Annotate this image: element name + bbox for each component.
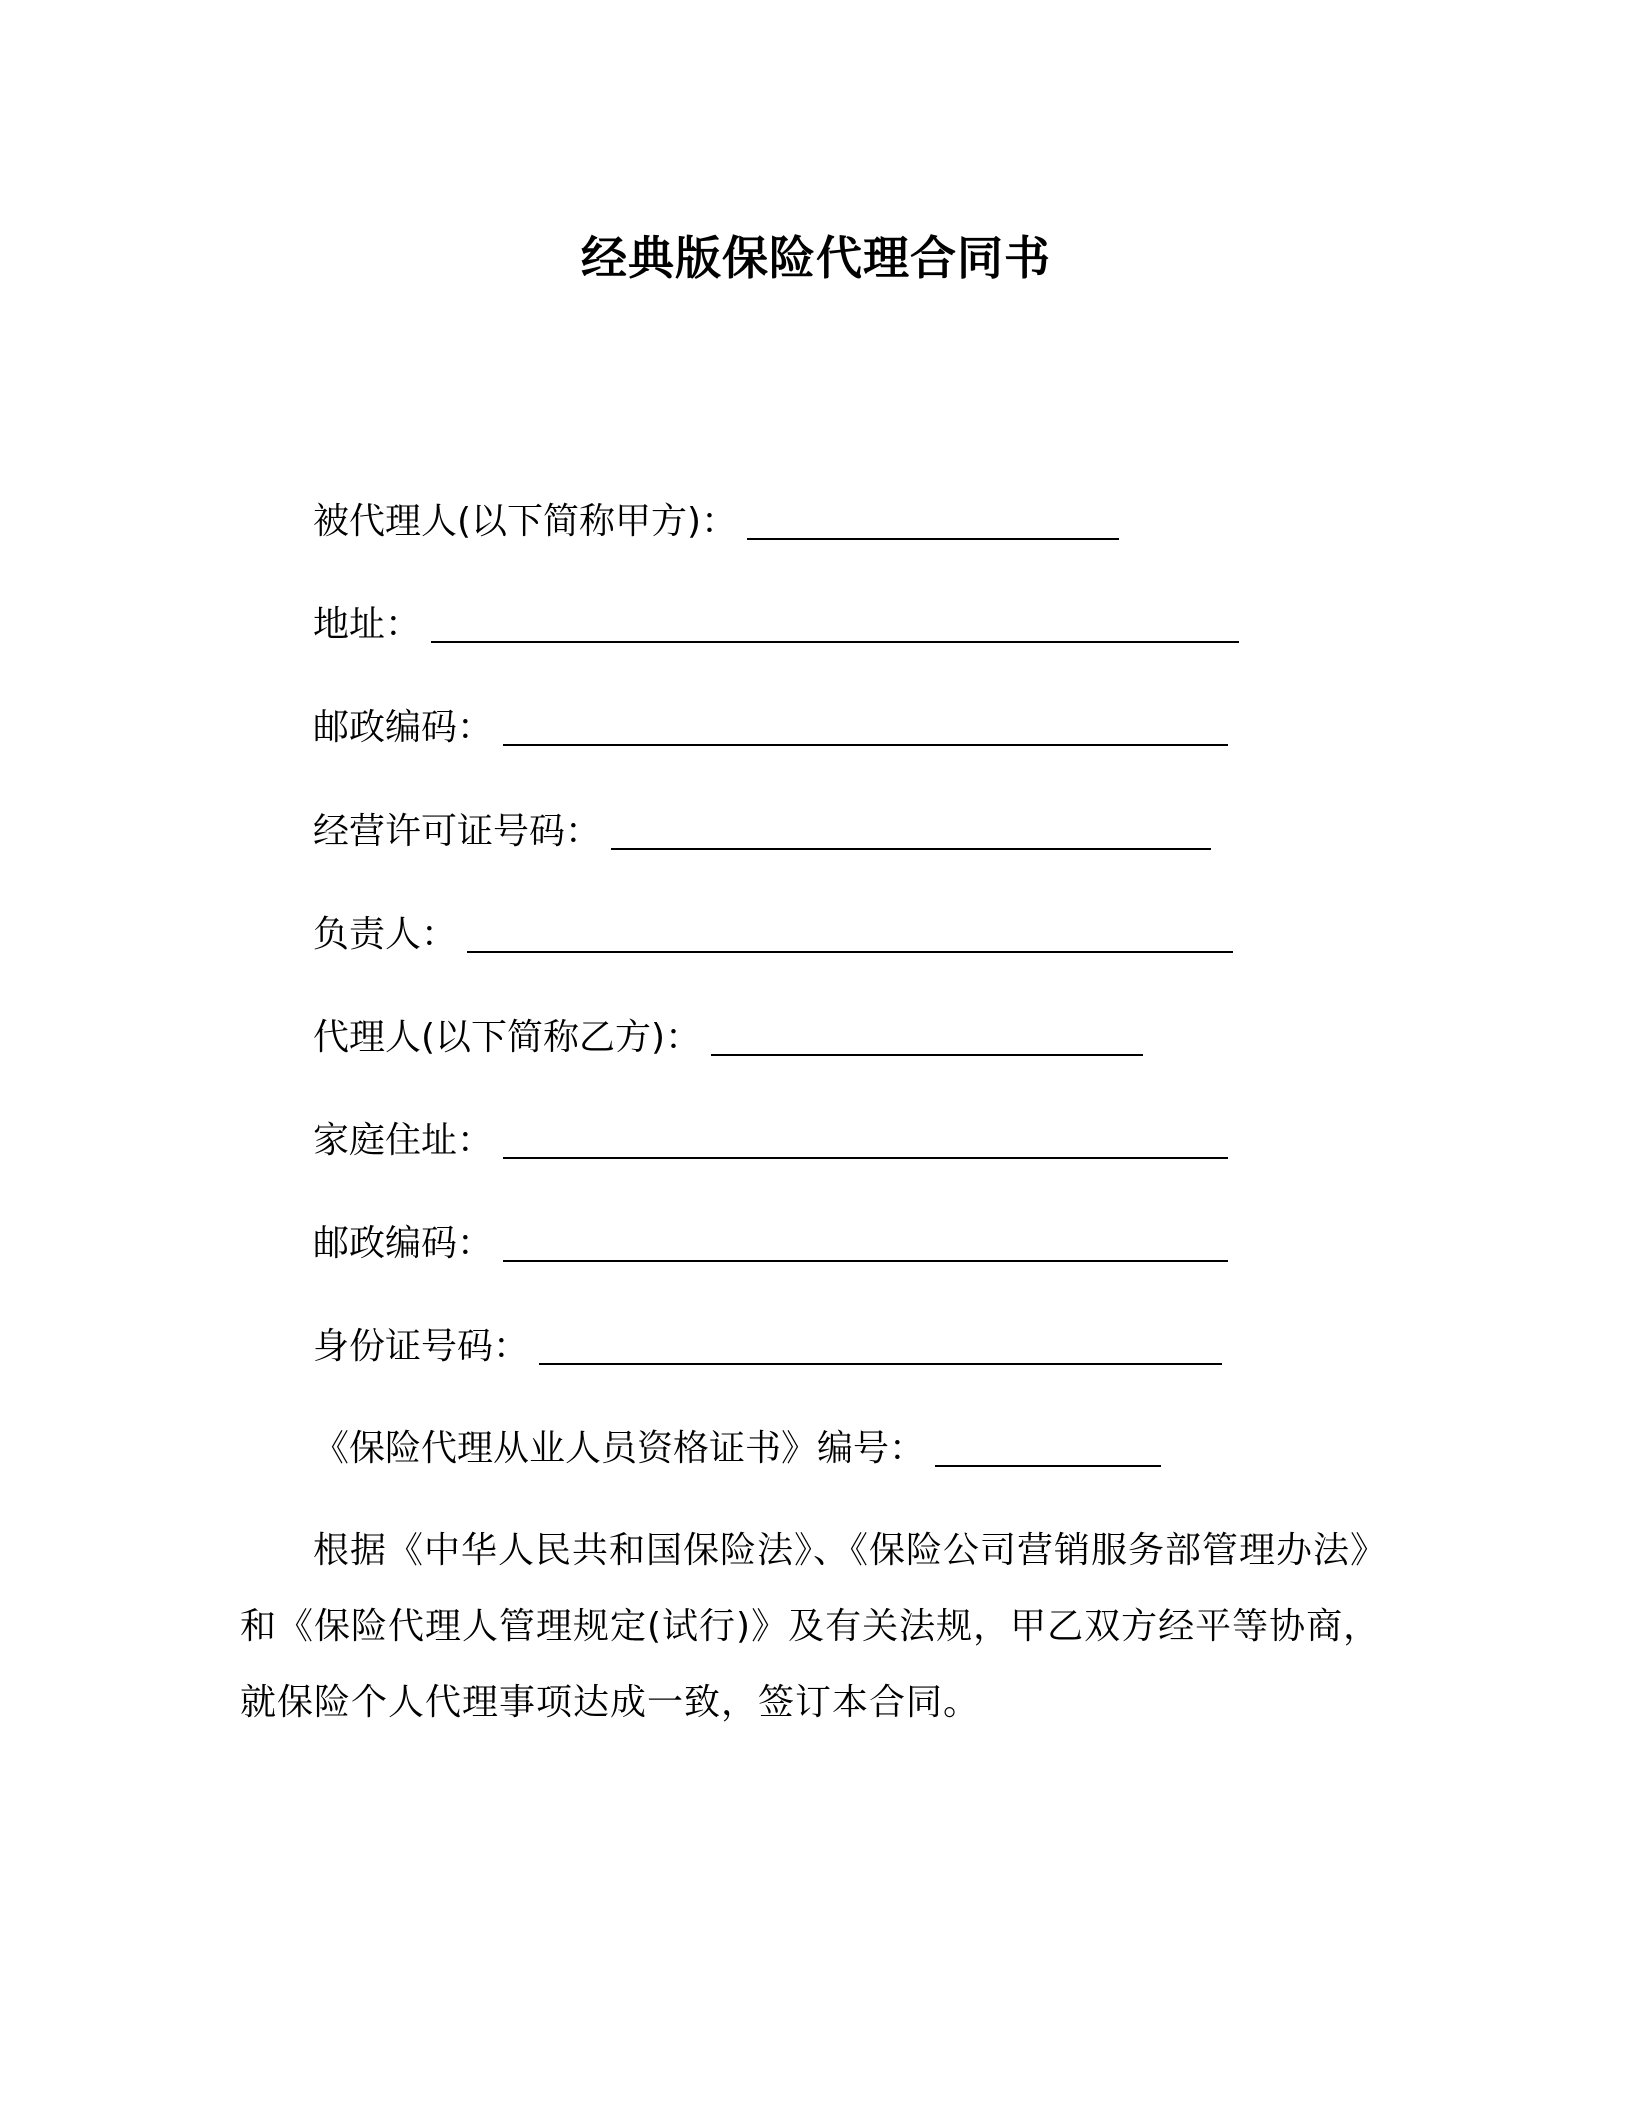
- field-label: 邮政编码：: [313, 707, 494, 748]
- field-home-address: [313, 1117, 1228, 1165]
- field-label: 负责人：: [313, 914, 458, 955]
- field-label: 身份证号码：: [313, 1326, 530, 1367]
- field-label: 被代理人(以下简称甲方)：: [313, 501, 738, 542]
- field-certificate-number: [313, 1425, 1161, 1473]
- fill-blank[interactable]: [711, 1016, 1143, 1056]
- field-label: 《保险代理从业人员资格证书》编号：: [313, 1428, 926, 1469]
- fill-blank[interactable]: [503, 706, 1228, 746]
- fill-blank[interactable]: [935, 1427, 1161, 1467]
- fill-blank[interactable]: [503, 1222, 1228, 1262]
- fill-blank[interactable]: [503, 1119, 1228, 1159]
- fill-blank[interactable]: [431, 603, 1239, 643]
- field-postal-code-a: [313, 704, 1228, 752]
- body-paragraph: 根据《中华人民共和国保险法》、《保险公司营销服务部管理办法》和《保险代理人管理规定(试行)》及有关法规，甲乙双方经平等协商，就保险个人代理事项达成一致，签订本合同。: [240, 1530, 1388, 1723]
- field-label: 邮政编码：: [313, 1223, 494, 1264]
- fill-blank[interactable]: [539, 1325, 1222, 1365]
- field-label: 代理人(以下简称乙方)：: [313, 1017, 702, 1058]
- field-address: [313, 601, 1239, 649]
- field-label: 地址：: [313, 604, 422, 645]
- field-license-number: [313, 808, 1211, 856]
- field-person-in-charge: [313, 911, 1233, 959]
- document-title: 经典版保险代理合同书: [581, 231, 1051, 285]
- field-principal: [313, 498, 1119, 546]
- fill-blank[interactable]: [467, 913, 1233, 953]
- field-postal-code-b: [313, 1220, 1228, 1268]
- field-id-number: [313, 1323, 1222, 1371]
- field-label: 经营许可证号码：: [313, 811, 602, 852]
- fill-blank[interactable]: [747, 500, 1119, 540]
- field-label: 家庭住址：: [313, 1120, 494, 1161]
- field-agent: [313, 1014, 1143, 1062]
- fill-blank[interactable]: [611, 810, 1211, 850]
